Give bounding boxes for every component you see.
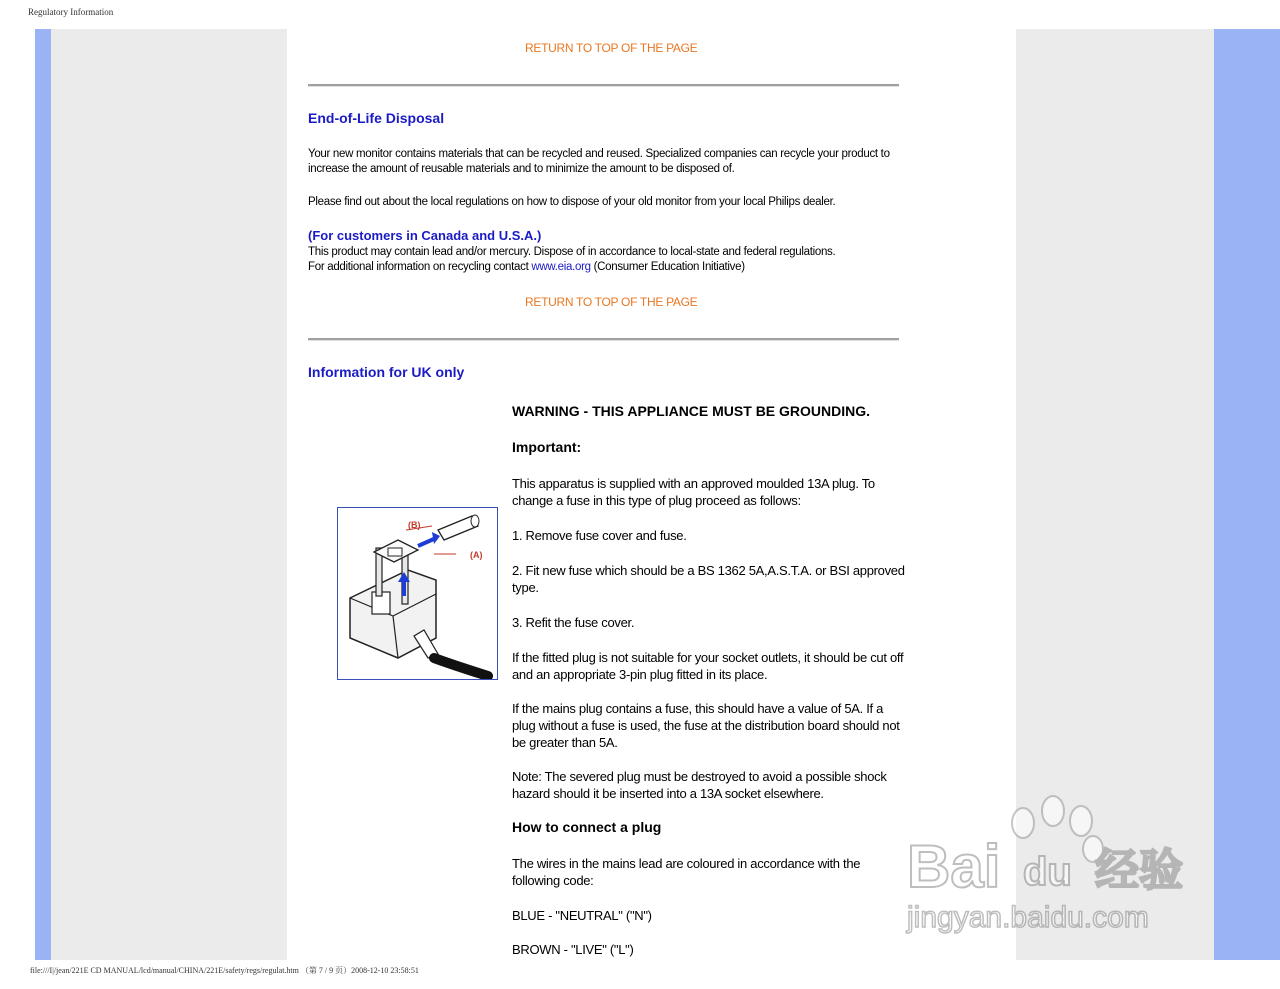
important-label: Important: (512, 439, 582, 455)
plug-drawing (338, 508, 497, 679)
unsuitable-text: and an appropriate 3-pin plug fitted in its place. (512, 667, 768, 682)
step-3: 3. Refit the fuse cover. (512, 615, 635, 630)
page-footer: file:///I|/jean/221E CD MANUAL/lcd/manual/CHINA/221E/safety/regs/regulat.htm （第 7 / 9 页）2008-12-10 23:58:51 (30, 966, 419, 975)
eia-link[interactable]: www.eia.org (531, 261, 591, 273)
watermark-url: jingyan.baidu.com (907, 901, 1149, 934)
eol-paragraph-line: increase the amount of reusable materials and to minimize the amount to be disposed of. (308, 163, 735, 175)
paw-logo (895, 795, 1215, 955)
canada-text-line (308, 260, 745, 275)
supplied-text: This apparatus is supplied with an approved moulded 13A plug. To (512, 476, 875, 491)
left-gray-column (51, 29, 287, 960)
eol-paragraph-dealer: Please find out about the local regulations on how to dispose of your old monitor from your local Philips dealer. (308, 196, 836, 208)
fuse-text: be greater than 5A. (512, 735, 618, 750)
unsuitable-text: If the fitted plug is not suitable for your socket outlets, it should be cut off (512, 650, 904, 665)
page-header: Regulatory Information (28, 7, 114, 17)
canada-text-before: For additional information on recycling contact (308, 261, 532, 273)
right-blue-margin (1214, 29, 1280, 960)
section-divider (308, 338, 899, 341)
step-2: 2. Fit new fuse which should be a BS 1362 5A,A.S.T.A. or BSI approved (512, 563, 905, 578)
uk-heading: Information for UK only (308, 364, 465, 380)
watermark-brand: Bai (907, 833, 1001, 900)
wire-blue: BLUE - "NEUTRAL" ("N") (512, 908, 652, 923)
baidu-watermark (895, 795, 1215, 955)
wires-text: following code: (512, 873, 594, 888)
label-b: (B) (408, 520, 421, 530)
watermark-cn: 经验 (1095, 845, 1183, 896)
note-text: Note: The severed plug must be destroyed to avoid a possible shock (512, 769, 887, 784)
fuse-text: plug without a fuse is used, the fuse at the distribution board should not (512, 718, 900, 733)
watermark-du: du (1023, 850, 1072, 894)
plug-fuse-illustration (337, 507, 498, 680)
return-to-top-link[interactable]: RETURN TO TOP OF THE PAGE (525, 41, 698, 55)
wire-brown: BROWN - "LIVE" ("L") (512, 942, 634, 957)
canada-text-after: (Consumer Education Initiative) (590, 261, 745, 273)
supplied-text: change a fuse in this type of plug proceed as follows: (512, 493, 801, 508)
fuse-text: If the mains plug contains a fuse, this should have a value of 5A. If a (512, 701, 884, 716)
section-divider (308, 84, 899, 87)
connect-plug-heading: How to connect a plug (512, 819, 662, 835)
wires-text: The wires in the mains lead are coloured in accordance with the (512, 856, 861, 871)
eol-heading: End-of-Life Disposal (308, 110, 445, 126)
note-text: hazard should it be inserted into a 13A socket elsewhere. (512, 786, 824, 801)
left-blue-margin (35, 29, 51, 960)
label-a: (A) (470, 550, 483, 560)
warning-text: WARNING - THIS APPLIANCE MUST BE GROUNDING. (512, 403, 871, 419)
canada-text-line: This product may contain lead and/or mercury. Dispose of in accordance to local-state and federal regulations. (308, 246, 836, 258)
return-to-top-link[interactable]: RETURN TO TOP OF THE PAGE (525, 295, 698, 309)
canada-heading: (For customers in Canada and U.S.A.) (308, 228, 542, 243)
step-1: 1. Remove fuse cover and fuse. (512, 528, 687, 543)
step-2: type. (512, 580, 539, 595)
eol-paragraph-line: Your new monitor contains materials that can be recycled and reused. Specialized companies can recycle your product to (308, 148, 890, 160)
